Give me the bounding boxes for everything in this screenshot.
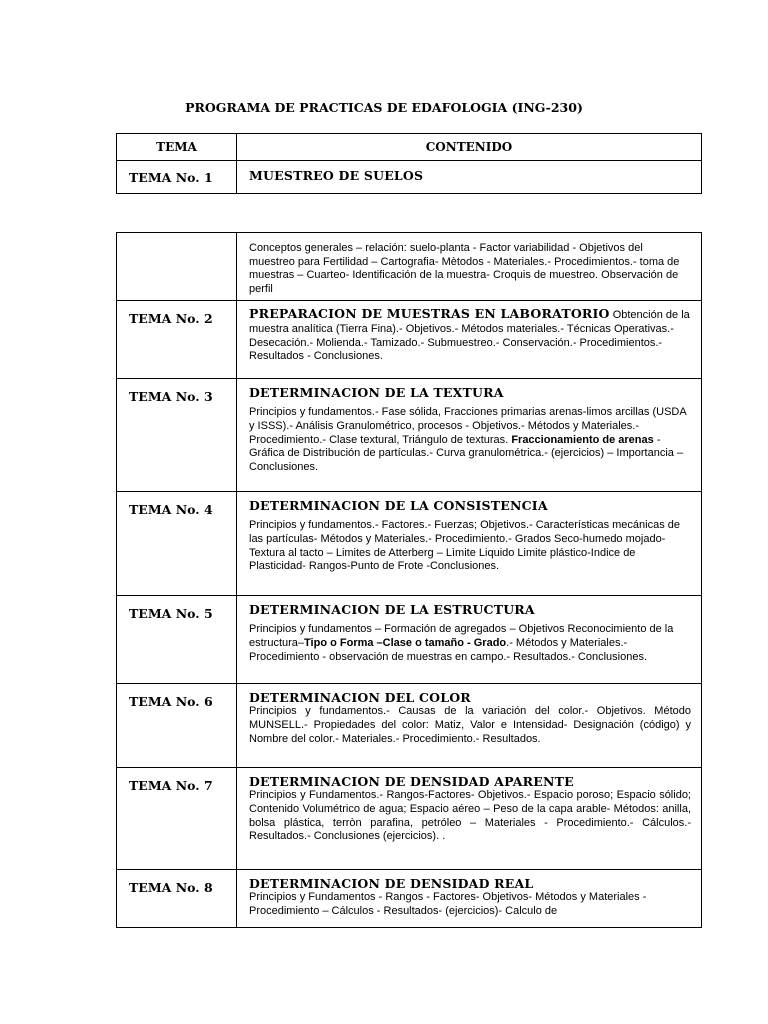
topic-title: DETERMINACION DE DENSIDAD REAL: [249, 876, 534, 892]
tema-label: TEMA No. 7: [117, 768, 237, 870]
topic-cell: [237, 301, 702, 379]
topic-description: Principios y Fundamentos - Rangos - Factores- Objetivos- Métodos y Materiales - Procedimiento – Cálculos - Resultados- (ejercicios)- Calculo de: [249, 891, 647, 917]
topic-cell: [237, 379, 702, 492]
table-row: [117, 161, 702, 194]
tema-label: TEMA No. 6: [117, 684, 237, 768]
tema-label-empty: [117, 233, 237, 301]
topic-description-text-2: .- Métodos y Materiales.- Procedimiento - observación de muestras en campo.- Resultados.- Conclusiones.: [249, 636, 648, 663]
table-row: [117, 768, 702, 870]
topic-title: PREPARACION DE MUESTRAS EN LABORATORIO: [249, 306, 610, 322]
table-row: [117, 233, 702, 301]
topic-description: [249, 307, 691, 363]
topic-title: DETERMINACION DE DENSIDAD APARENTE: [249, 774, 574, 790]
tema-label: TEMA No. 2: [117, 301, 237, 379]
table-row: [117, 596, 702, 684]
topic-cell: [237, 684, 702, 768]
topic-cell: [237, 492, 702, 596]
topic-description-text-2: - Gráfica de Distribución de partículas.- Curva granulométrica.- (ejercicios) – Importancia – Conclusiones.: [249, 433, 684, 473]
tema-label: TEMA No. 5: [117, 596, 237, 684]
topic-cell: [237, 233, 702, 301]
tema-label: TEMA No. 3: [117, 379, 237, 492]
topic-cell: [237, 870, 702, 928]
tema-label: TEMA No. 4: [117, 492, 237, 596]
table-row: [117, 492, 702, 596]
table-row: [117, 684, 702, 768]
topic-description-text: Principios y fundamentos – Formación de agregados – Objetivos Reconocimiento de la estructura–: [249, 623, 674, 649]
topic-description-bold: Fraccionamiento de arenas: [511, 433, 654, 446]
topic-cell: [237, 768, 702, 870]
table-row: [117, 301, 702, 379]
topic-title: MUESTREO DE SUELOS: [249, 167, 424, 183]
topic-description-bold: Tipo o Forma –Clase o tamaño - Grado: [304, 636, 507, 649]
table-row: [117, 379, 702, 492]
topic-description: Principios y fundamentos.- Factores.- Fuerzas; Objetivos.- Características mecánicas de las partículas- Métodos y Materiales.- Procedimiento.- Grados Seco-humedo mojado-Textura al tacto – Limites de Atterberg – Lìmite Liquido Limite plástico-Indice de Plasticidad- Rangos-Punto de Frote -Conclusiones.: [249, 519, 680, 573]
column-header-tema: TEMA: [117, 134, 237, 161]
topic-description: [249, 623, 691, 664]
topic-title: DETERMINACION DEL COLOR: [249, 690, 471, 706]
topic-description: Principios y fundamentos.- Causas de la variación del color.- Objetivos. Método MUNSELL.- Propiedades del color: Matiz, Valor e Intensidad- Designación (código) y Nombre del color.- Materiales.- Procedimiento.- Resultados.: [249, 705, 691, 745]
topic-title: DETERMINACION DE LA CONSISTENCIA: [249, 498, 548, 514]
topic-description: Conceptos generales – relación: suelo-planta - Factor variabilidad - Objetivos del muestreo para Fertilidad – Cartografia- Mètodos - Materiales.- Procedimientos.- toma de muestras – Cuarteo- Identificación de la muestra- Croquis de muestreo. Observación de perfil: [249, 242, 680, 295]
topic-cell: [237, 596, 702, 684]
table-header-row: [117, 134, 702, 161]
header-table: [116, 133, 702, 194]
table-row: [117, 870, 702, 928]
tema-label: TEMA No. 8: [117, 870, 237, 928]
topic-cell: [237, 161, 702, 194]
tema-label: TEMA No. 1: [117, 161, 237, 194]
topic-title: DETERMINACION DE LA TEXTURA: [249, 385, 504, 401]
topic-description: [249, 406, 691, 474]
document-title: PROGRAMA DE PRACTICAS DE EDAFOLOGIA (ING-230): [185, 100, 583, 115]
topic-description-text: Principios y fundamentos.- Fase sólida, Fracciones primarias arenas-limos arcillas (USDA y ISSS).- Análisis Granulométrico, procesos - Objetivos.- Métodos y Materiales.- Procedimiento.- Clase textural, Triángulo de texturas.: [249, 406, 687, 446]
column-header-contenido: CONTENIDO: [237, 134, 702, 161]
topic-title: DETERMINACION DE LA ESTRUCTURA: [249, 602, 535, 618]
topics-table: [116, 232, 702, 928]
topic-description: Principios y Fundamentos.- Rangos-Factores- Objetivos.- Espacio poroso; Espacio sólido; Contenido Volumétrico de agua; Espacio aéreo – Peso de la capa arable- Métodos: anilla, bolsa plástica, terròn parafina, petróleo – Materiales - Procedimiento.- Cálculos.- Resultados.- Conclusiones (ejercicios). .: [249, 789, 691, 843]
topic-description-text: Obtención de la muestra analítica (Tierra Fina).- Objetivos.- Métodos materiales.- Técnicas Operativas.- Desecación.- Molienda.- Tamizado.- Submuestreo.- Conservación.- Procedimientos.- Resultados - Conclusiones.: [249, 309, 690, 363]
